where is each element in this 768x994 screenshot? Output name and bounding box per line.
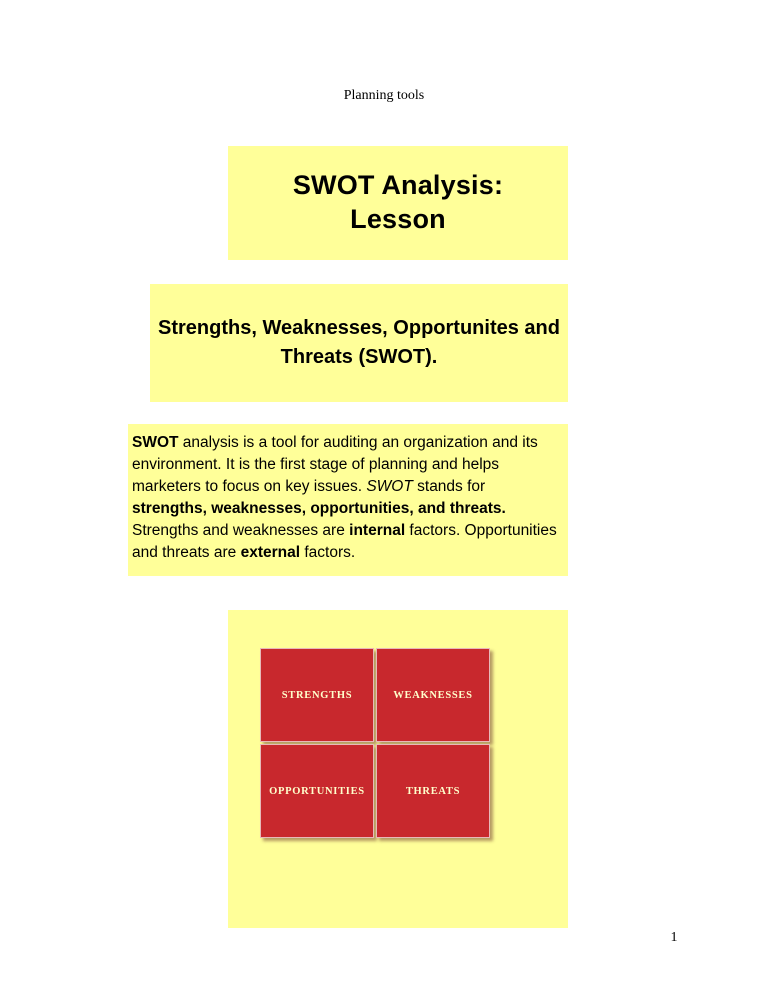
page-subtitle: Strengths, Weaknesses, Opportunites and Threats (SWOT).: [158, 317, 560, 368]
swot-quadrant-label: OPPORTUNITIES: [269, 785, 365, 797]
page-number-value: 1: [670, 930, 678, 945]
intro-paragraph: SWOT analysis is a tool for auditing an organization and its environment. It is the first stage of planning and helps marketers to focus on key issues. SWOT stands for strengths, weaknesses, opportunities, and threats. Strengths and weaknesses are internal factors. Opportunities and threats are external factors.: [132, 434, 557, 561]
swot-quadrant-label: STRENGTHS: [281, 689, 353, 701]
swot-quadrant-label: THREATS: [405, 785, 461, 797]
subtitle-block: [150, 284, 568, 402]
swot-quadrant-weaknesses: [376, 648, 490, 742]
swot-quadrant-threats: [376, 744, 490, 838]
page-header: Planning tools: [343, 88, 425, 103]
title-block: [228, 146, 568, 260]
page-title: SWOT Analysis: Lesson: [292, 170, 504, 234]
swot-quadrant-label: WEAKNESSES: [393, 689, 473, 701]
intro-paragraph-block: [128, 424, 568, 576]
swot-quadrant-strengths: [260, 648, 374, 742]
swot-diagram-block: [228, 610, 568, 928]
swot-grid: [260, 648, 494, 844]
swot-quadrant-opportunities: [260, 744, 374, 838]
page-number-footer: [0, 930, 768, 946]
